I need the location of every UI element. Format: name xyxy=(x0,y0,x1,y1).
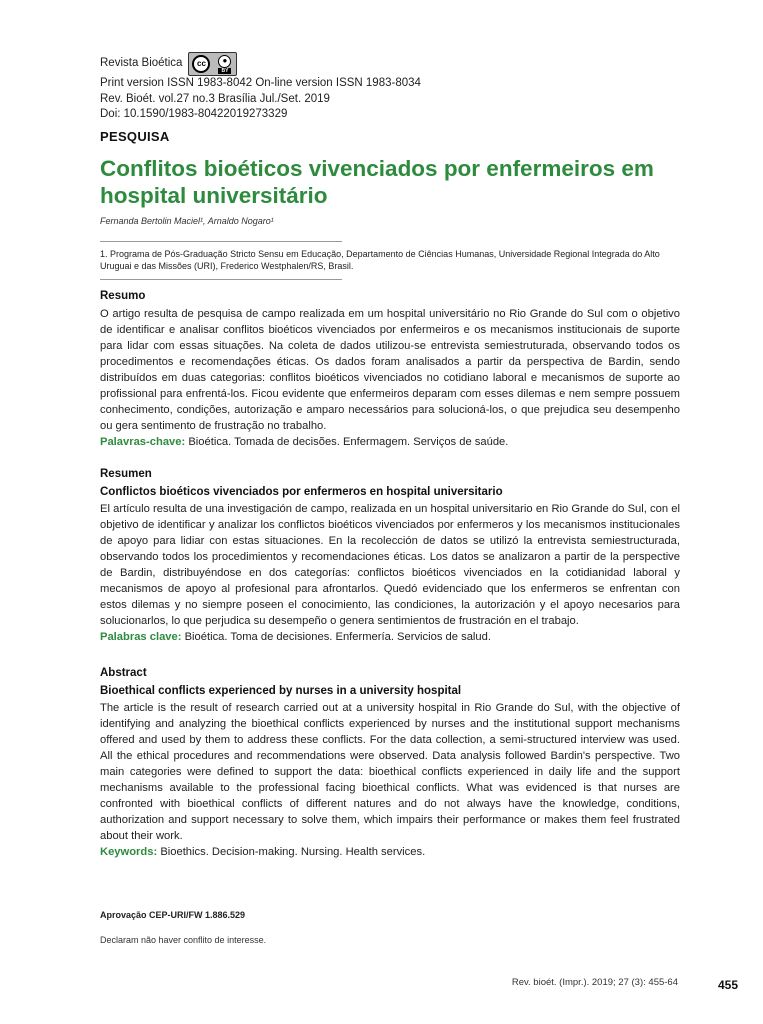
keywords-label: Palavras-chave: xyxy=(100,436,186,448)
doi-line[interactable]: Doi: 10.1590/1983-80422019273329 xyxy=(100,108,288,120)
resumo-keywords xyxy=(100,434,680,450)
keywords-label: Palabras clave: xyxy=(100,631,182,643)
resumo-text: O artigo resulta de pesquisa de campo realizada em um hospital universitário no Rio Grande do Sul com o objetivo de identificar e analisar conflitos bioéticos vivenciados por enfermeiros e os mecanismos institucionais de suporte para lidar com essas situações. Na coleta de dados utilizou-se entrevista semiestruturada, observando todos os procedimentos e recomendações éticas. Os dados foram analisados a partir da perspectiva de Bardin, sendo distribuídos em duas categorias: conflitos bioéticos vivenciados no cotidiano laboral e mecanismos de suporte ao profissional para enfrentá-los. Ficou evidente que enfermeiros deparam com esses dilemas e nem sempre possuem conhecimento, condições, autorização e amparo necessários para solucioná-los, o que prejudica seu desempenho ou gera sentimento de frustração no trabalho. xyxy=(100,308,680,432)
resumo-section xyxy=(100,290,680,450)
journal-name: Revista Bioética xyxy=(100,57,183,70)
divider xyxy=(100,279,342,280)
authors: Fernanda Bertolin Maciel¹, Arnaldo Nogaro¹ xyxy=(100,216,274,226)
keywords-value: Bioética. Toma de decisiones. Enfermería. Servicios de salud. xyxy=(184,631,491,643)
page-number: 455 xyxy=(718,978,739,992)
conflict-statement: Declaram não haver conflito de interesse. xyxy=(100,935,267,945)
resumen-section xyxy=(100,468,680,645)
abstract-heading: Abstract xyxy=(100,667,147,679)
abstract-section xyxy=(100,667,680,860)
affiliation: 1. Programa de Pós-Graduação Stricto Sensu em Educação, Departamento de Ciências Humanas, Universidade Regional Integrada do Alto Uruguai e das Missões (URI), Frederico Westphalen/RS, Brasil. xyxy=(100,249,660,271)
keywords-label: Keywords: xyxy=(100,846,158,858)
section-tag: PESQUISA xyxy=(100,129,170,144)
resumen-heading: Resumen xyxy=(100,468,152,480)
issn-line: Print version ISSN 1983-8042 On-line version ISSN 1983-8034 xyxy=(100,77,421,89)
resumo-heading: Resumo xyxy=(100,290,146,302)
abstract-subtitle: Bioethical conflicts experienced by nurses in a university hospital xyxy=(100,685,462,697)
abstract-keywords xyxy=(100,844,680,860)
keywords-value: Bioethics. Decision-making. Nursing. Health services. xyxy=(160,846,426,858)
divider xyxy=(100,241,342,242)
abstract-text: The article is the result of research carried out at a university hospital in Rio Grande do Sul, with the objective of identifying and analyzing the bioethical conflicts experienced by nurses and the institutional support mechanisms offered and used by them to address these conflicts. For the data collection, a semi-structured interview was used. All the ethical procedures and recommendations were observed. Data analysis followed Bardin's perspective. Two main categories were defined to support the data: bioethical conflicts experienced in daily life and the support mechanisms available to the professional facing bioethical conflicts. What was evidenced is that nurses are confronted with bioethical conflicts of different natures and do not always have the knowledge, conditions, authorization and support necessary to solve them, which impairs their performance or makes them feel frustrated about their work. xyxy=(100,702,680,842)
footer-citation: Rev. bioét. (Impr.). 2019; 27 (3): 455-64 xyxy=(511,977,678,988)
resumen-keywords xyxy=(100,629,680,645)
keywords-value: Bioética. Tomada de decisões. Enfermagem. Serviços de saúde. xyxy=(188,436,509,448)
resumen-subtitle: Conflictos bioéticos vivenciados por enfermeros en hospital universitario xyxy=(100,486,503,498)
article-header xyxy=(100,52,421,123)
ethics-approval: Aprovação CEP-URI/FW 1.886.529 xyxy=(100,910,246,920)
cc-by-icon[interactable]: cc ● BY xyxy=(188,52,237,76)
resumen-text: El artículo resulta de una investigación de campo, realizada en un hospital universitario en Rio Grande do Sul, con el objetivo de identificar y analizar los conflictos bioéticos vivenciados por enfermeros y los mecanismos institucionales de apoyo para lidiar con estas situaciones. En la recolección de datos se utilizó la entrevista semiestructurada, observando todos los procedimientos y recomendaciones éticas. Los datos se analizaron a partir de la perspective de Bardin, distribuyéndose en dos categorías: conflictos bioéticos vivenciados en la cotidianidad laboral y mecanismos de apoyo al profesional para afrontarlos. Quedó evidenciado que los enfermeros se enfrentan con estos dilemas y no siempre poseen el conocimiento, las condiciones, la autorización y el apoyo necesarios para solucionarlos, lo que perjudica su desempeño o genera sentimientos de frustración en el trabajo. xyxy=(100,503,680,627)
article-title: Conflitos bioéticos vivenciados por enfermeiros em hospital universitário xyxy=(100,156,654,208)
volume-line: Rev. Bioét. vol.27 no.3 Brasília Jul./Set. 2019 xyxy=(100,92,330,105)
